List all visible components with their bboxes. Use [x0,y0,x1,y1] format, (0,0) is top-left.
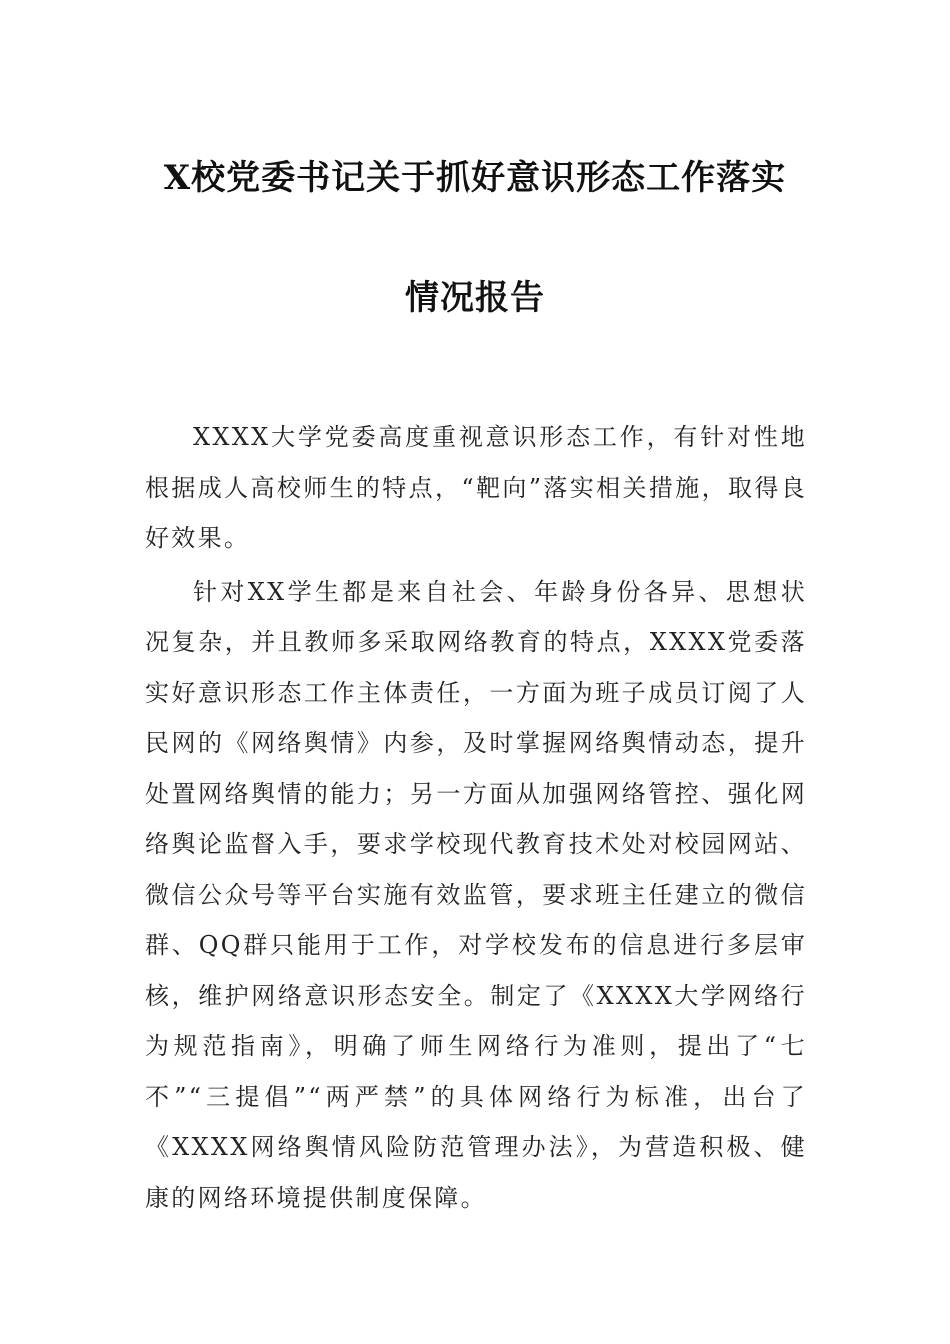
document-body [145,412,807,1223]
document-title-line-2: 情况报告 [405,278,545,318]
body-paragraph-2: 针对XX学生都是来自社会、年龄身份各异、思想状况复杂，并且教师多采取网络教育的特点，XXXX党委落实好意识形态工作主体责任，一方面为班子成员订阅了人民网的《网络舆情》内参，及时掌握网络舆情动态，提升处置网络舆情的能力；另一方面从加强网络管控、强化网络舆论监督入手，要求学校现代教育技术处对校园网站、微信公众号等平台实施有效监管，要求班主任建立的微信群、QQ群只能用于工作，对学校发布的信息进行多层审核，维护网络意识形态安全。制定了《XXXX大学网络行为规范指南》，明确了师生网络行为准则，提出了“七不”“三提倡”“两严禁”的具体网络行为标准，出台了《XXXX网络舆情风险防范管理办法》，为营造积极、健康的网络环境提供制度保障。 [145,577,807,1212]
document-title-line-1: X校党委书记关于抓好意识形态工作落实 [163,158,787,198]
body-paragraph-1: XXXX大学党委高度重视意识形态工作，有针对性地根据成人高校师生的特点，“靶向”落实相关措施，取得良好效果。 [145,423,807,552]
